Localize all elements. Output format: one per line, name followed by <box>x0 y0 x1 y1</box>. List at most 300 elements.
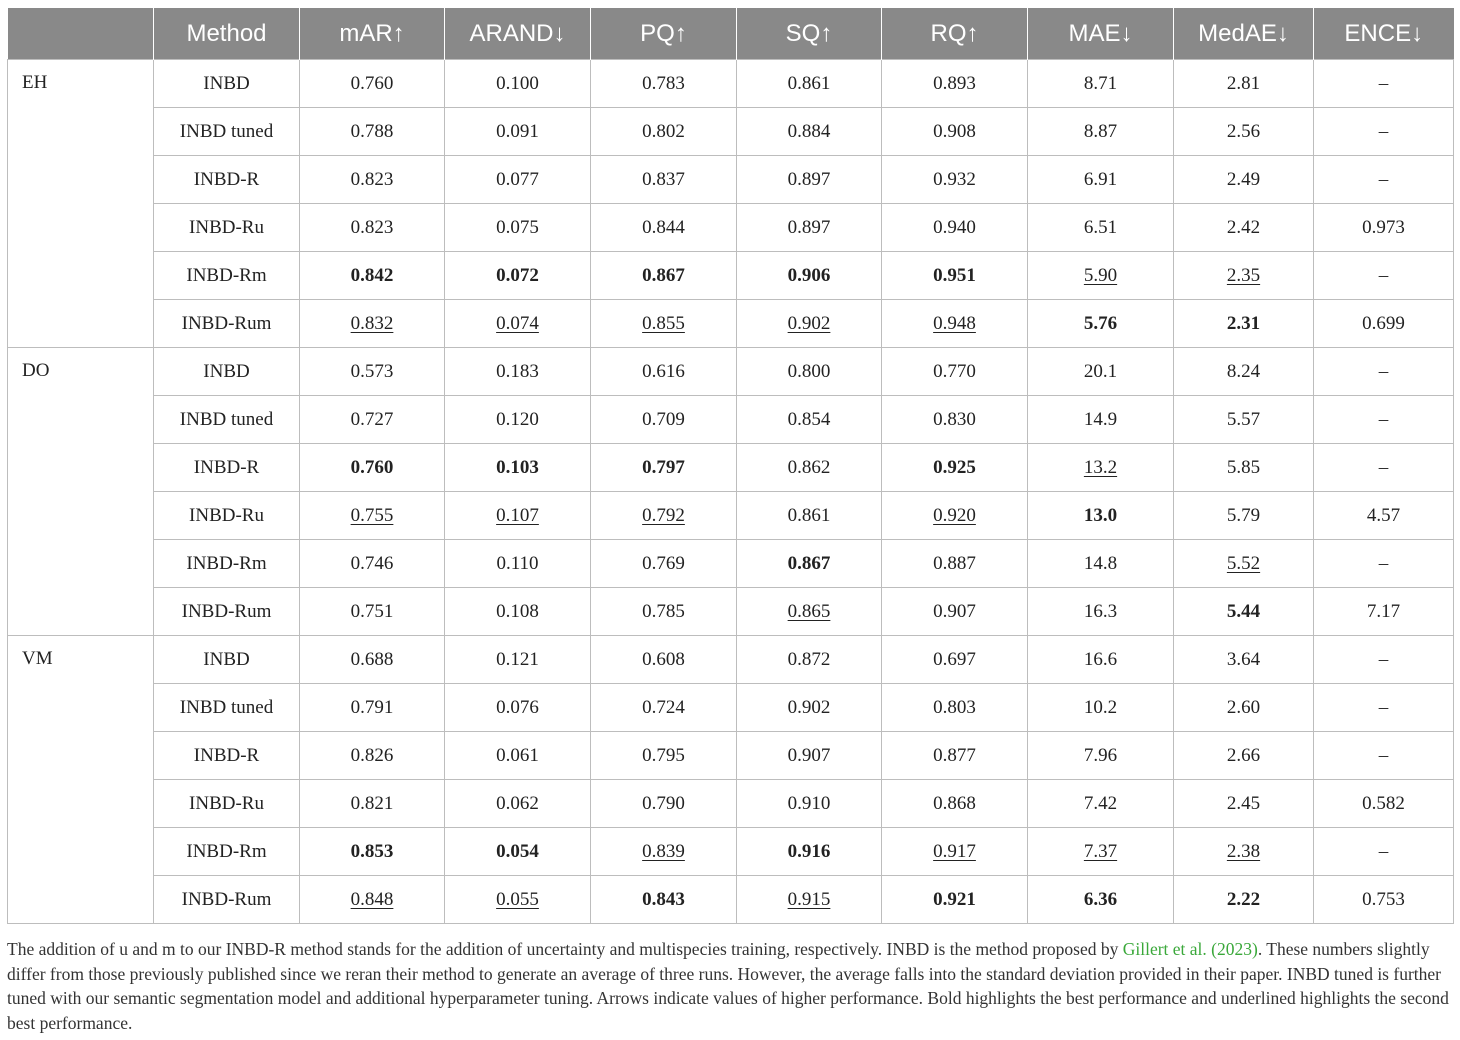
value-text: 0.921 <box>933 888 976 910</box>
table-row <box>8 636 1454 684</box>
value-text: 0.853 <box>350 840 394 862</box>
value-cell-mae <box>1028 684 1174 732</box>
header-cell-medae: MedAE↓ <box>1174 8 1314 60</box>
value-cell-pq <box>591 156 737 204</box>
value-cell-medae <box>1174 204 1314 252</box>
table-row <box>8 828 1454 876</box>
value-cell-arand <box>445 540 591 588</box>
value-cell-ence <box>1314 204 1454 252</box>
value-text: 5.57 <box>1226 408 1261 430</box>
value-cell-mar <box>300 732 445 780</box>
value-cell-rq <box>882 252 1028 300</box>
value-cell-pq <box>591 828 737 876</box>
value-cell-mar <box>300 636 445 684</box>
value-text: 0.826 <box>350 744 394 766</box>
method-cell: INBD-R <box>154 444 300 492</box>
value-text: 0.760 <box>350 72 394 94</box>
method-cell: INBD-Rm <box>154 540 300 588</box>
method-cell: INBD-Rum <box>154 588 300 636</box>
value-cell-medae <box>1174 540 1314 588</box>
value-cell-sq <box>737 540 882 588</box>
value-cell-medae <box>1174 732 1314 780</box>
method-cell: INBD-R <box>154 156 300 204</box>
value-text: – <box>1378 264 1389 286</box>
table-row <box>8 540 1454 588</box>
value-cell-mae <box>1028 204 1174 252</box>
value-cell-mar <box>300 492 445 540</box>
value-text: 10.2 <box>1083 696 1118 718</box>
method-cell: INBD tuned <box>154 684 300 732</box>
value-cell-ence <box>1314 828 1454 876</box>
value-cell-pq <box>591 732 737 780</box>
value-text: 7.96 <box>1083 744 1118 766</box>
value-text: 0.884 <box>787 120 831 142</box>
value-text: 2.81 <box>1226 72 1261 94</box>
value-cell-arand <box>445 348 591 396</box>
value-cell-rq <box>882 492 1028 540</box>
value-cell-sq <box>737 252 882 300</box>
value-text: – <box>1378 648 1389 670</box>
method-cell: INBD <box>154 60 300 108</box>
value-text: 2.35 <box>1226 264 1261 286</box>
method-cell: INBD <box>154 636 300 684</box>
value-text: 0.746 <box>350 552 394 574</box>
value-cell-mar <box>300 156 445 204</box>
value-cell-rq <box>882 108 1028 156</box>
value-text: 0.803 <box>933 696 976 718</box>
value-cell-pq <box>591 588 737 636</box>
value-text: 5.79 <box>1226 504 1261 526</box>
method-cell: INBD-Rum <box>154 876 300 924</box>
value-cell-arand <box>445 588 591 636</box>
value-cell-sq <box>737 876 882 924</box>
value-text: 0.843 <box>642 888 685 910</box>
value-text: 8.87 <box>1083 120 1118 142</box>
value-text: 0.769 <box>642 552 685 574</box>
value-cell-ence <box>1314 108 1454 156</box>
header-cell-method: Method <box>154 8 300 60</box>
header-cell-mae: MAE↓ <box>1028 8 1174 60</box>
value-text: – <box>1378 360 1389 382</box>
value-text: 0.973 <box>1362 216 1405 238</box>
value-text: 0.791 <box>350 696 394 718</box>
value-cell-mae <box>1028 60 1174 108</box>
value-text: 0.573 <box>350 360 394 382</box>
value-text: 8.24 <box>1226 360 1261 382</box>
value-cell-medae <box>1174 300 1314 348</box>
value-text: 5.90 <box>1083 264 1118 286</box>
value-text: 7.42 <box>1083 792 1118 814</box>
value-cell-mae <box>1028 396 1174 444</box>
method-cell: INBD-Rm <box>154 828 300 876</box>
value-text: 16.6 <box>1083 648 1118 670</box>
header-row <box>8 8 1454 60</box>
value-text: 0.868 <box>933 792 976 814</box>
value-cell-arand <box>445 684 591 732</box>
value-text: 0.800 <box>787 360 831 382</box>
value-text: 0.861 <box>787 504 831 526</box>
value-cell-sq <box>737 348 882 396</box>
value-text: 0.887 <box>933 552 976 574</box>
method-cell: INBD-Rum <box>154 300 300 348</box>
value-text: 16.3 <box>1083 600 1118 622</box>
table-row <box>8 780 1454 828</box>
value-cell-ence <box>1314 732 1454 780</box>
value-text: 2.56 <box>1226 120 1261 142</box>
value-cell-mar <box>300 588 445 636</box>
value-cell-rq <box>882 204 1028 252</box>
method-cell: INBD-Ru <box>154 204 300 252</box>
value-cell-mar <box>300 60 445 108</box>
value-text: 0.897 <box>787 168 831 190</box>
value-text: 0.865 <box>787 600 831 622</box>
value-cell-medae <box>1174 876 1314 924</box>
value-text: 2.60 <box>1226 696 1261 718</box>
value-text: 5.52 <box>1226 552 1261 574</box>
value-cell-arand <box>445 828 591 876</box>
value-text: 0.907 <box>933 600 976 622</box>
value-text: 0.797 <box>642 456 685 478</box>
value-text: 0.062 <box>496 792 539 814</box>
value-text: 0.100 <box>496 72 539 94</box>
value-text: 0.842 <box>350 264 394 286</box>
value-cell-pq <box>591 204 737 252</box>
value-text: 20.1 <box>1083 360 1118 382</box>
value-cell-arand <box>445 396 591 444</box>
value-text: 0.844 <box>642 216 685 238</box>
value-cell-pq <box>591 108 737 156</box>
value-cell-medae <box>1174 108 1314 156</box>
value-cell-arand <box>445 444 591 492</box>
value-text: 0.917 <box>933 840 976 862</box>
value-cell-ence <box>1314 636 1454 684</box>
value-cell-arand <box>445 732 591 780</box>
value-text: 0.907 <box>787 744 831 766</box>
table-row <box>8 108 1454 156</box>
value-cell-pq <box>591 348 737 396</box>
value-cell-arand <box>445 60 591 108</box>
value-text: 0.916 <box>787 840 831 862</box>
value-text: 0.183 <box>496 360 539 382</box>
value-text: 0.072 <box>496 264 539 286</box>
dataset-label: EH <box>8 60 154 348</box>
value-text: 0.925 <box>933 456 976 478</box>
value-text: 0.867 <box>787 552 831 574</box>
value-text: 0.054 <box>496 840 539 862</box>
method-cell: INBD tuned <box>154 108 300 156</box>
value-text: 0.906 <box>787 264 831 286</box>
value-text: 0.055 <box>496 888 539 910</box>
table-body <box>8 60 1454 924</box>
header-cell-ence: ENCE↓ <box>1314 8 1454 60</box>
value-cell-mar <box>300 204 445 252</box>
value-text: 3.64 <box>1226 648 1261 670</box>
value-text: 0.061 <box>496 744 539 766</box>
value-text: 8.71 <box>1083 72 1118 94</box>
value-text: 0.727 <box>350 408 394 430</box>
value-text: 0.877 <box>933 744 976 766</box>
table-row <box>8 732 1454 780</box>
value-cell-sq <box>737 108 882 156</box>
value-text: 0.823 <box>350 168 394 190</box>
value-text: 5.85 <box>1226 456 1261 478</box>
caption-text-start: The addition of u and m to our INBD-R method stands for the addition of uncertainty and multispecies training, respectively. INBD is the method proposed by <box>7 939 1123 959</box>
table-row <box>8 252 1454 300</box>
table-row <box>8 204 1454 252</box>
value-text: 0.910 <box>787 792 831 814</box>
value-text: 0.608 <box>642 648 685 670</box>
value-cell-sq <box>737 780 882 828</box>
value-text: 0.697 <box>933 648 976 670</box>
value-text: 6.36 <box>1083 888 1118 910</box>
value-text: 0.802 <box>642 120 685 142</box>
value-cell-arand <box>445 492 591 540</box>
value-cell-mar <box>300 348 445 396</box>
value-cell-rq <box>882 828 1028 876</box>
value-cell-sq <box>737 204 882 252</box>
value-text: 0.616 <box>642 360 685 382</box>
value-text: 0.755 <box>350 504 394 526</box>
value-cell-pq <box>591 684 737 732</box>
value-text: 2.49 <box>1226 168 1261 190</box>
value-text: 0.839 <box>642 840 685 862</box>
value-cell-medae <box>1174 156 1314 204</box>
value-cell-medae <box>1174 348 1314 396</box>
value-text: 0.940 <box>933 216 976 238</box>
value-cell-rq <box>882 732 1028 780</box>
value-text: 0.788 <box>350 120 394 142</box>
value-cell-sq <box>737 300 882 348</box>
value-cell-ence <box>1314 300 1454 348</box>
value-text: 0.932 <box>933 168 976 190</box>
value-text: 0.103 <box>496 456 539 478</box>
value-cell-arand <box>445 780 591 828</box>
value-cell-sq <box>737 828 882 876</box>
table-row <box>8 156 1454 204</box>
value-cell-pq <box>591 540 737 588</box>
table-header <box>8 8 1454 60</box>
value-text: 2.22 <box>1226 888 1261 910</box>
value-text: 0.688 <box>350 648 394 670</box>
value-text: 0.867 <box>642 264 685 286</box>
value-cell-rq <box>882 588 1028 636</box>
value-cell-ence <box>1314 60 1454 108</box>
value-cell-ence <box>1314 348 1454 396</box>
value-cell-rq <box>882 156 1028 204</box>
header-cell-mar: mAR↑ <box>300 8 445 60</box>
value-text: 6.91 <box>1083 168 1118 190</box>
value-cell-mar <box>300 684 445 732</box>
value-text: 0.821 <box>350 792 394 814</box>
table-caption <box>7 937 1455 1035</box>
value-cell-sq <box>737 636 882 684</box>
value-cell-mae <box>1028 876 1174 924</box>
value-text: 0.897 <box>787 216 831 238</box>
value-cell-mar <box>300 396 445 444</box>
value-cell-rq <box>882 348 1028 396</box>
header-cell-sq: SQ↑ <box>737 8 882 60</box>
value-text: 0.760 <box>350 456 394 478</box>
value-text: – <box>1378 552 1389 574</box>
value-cell-ence <box>1314 540 1454 588</box>
value-text: 0.893 <box>933 72 976 94</box>
value-cell-sq <box>737 444 882 492</box>
value-text: 0.861 <box>787 72 831 94</box>
value-text: 0.108 <box>496 600 539 622</box>
table-row <box>8 492 1454 540</box>
value-text: 4.57 <box>1366 504 1401 526</box>
citation-link[interactable]: Gillert et al. (2023) <box>1122 939 1258 959</box>
table-row <box>8 348 1454 396</box>
dataset-label: VM <box>8 636 154 924</box>
value-cell-sq <box>737 684 882 732</box>
value-cell-mar <box>300 780 445 828</box>
value-cell-arand <box>445 636 591 684</box>
value-text: – <box>1378 744 1389 766</box>
value-text: 0.709 <box>642 408 685 430</box>
value-text: 0.915 <box>787 888 831 910</box>
value-text: 0.792 <box>642 504 685 526</box>
method-cell: INBD-Rm <box>154 252 300 300</box>
value-cell-mae <box>1028 156 1174 204</box>
value-cell-arand <box>445 252 591 300</box>
method-cell: INBD <box>154 348 300 396</box>
value-cell-ence <box>1314 876 1454 924</box>
value-cell-mar <box>300 876 445 924</box>
value-cell-mar <box>300 108 445 156</box>
value-cell-pq <box>591 396 737 444</box>
value-text: 0.077 <box>496 168 539 190</box>
value-cell-arand <box>445 876 591 924</box>
value-cell-ence <box>1314 396 1454 444</box>
value-text: 5.44 <box>1226 600 1261 622</box>
value-text: 0.110 <box>496 552 539 574</box>
value-cell-mar <box>300 252 445 300</box>
value-cell-mae <box>1028 444 1174 492</box>
value-text: 0.699 <box>1362 312 1405 334</box>
value-cell-mar <box>300 540 445 588</box>
value-cell-mae <box>1028 300 1174 348</box>
value-text: 2.38 <box>1226 840 1261 862</box>
method-cell: INBD-Ru <box>154 492 300 540</box>
value-text: 13.2 <box>1083 456 1118 478</box>
value-cell-pq <box>591 636 737 684</box>
value-cell-medae <box>1174 828 1314 876</box>
value-text: 7.37 <box>1083 840 1118 862</box>
value-text: 0.770 <box>933 360 976 382</box>
table-row <box>8 60 1454 108</box>
value-cell-ence <box>1314 684 1454 732</box>
results-table <box>7 8 1454 924</box>
value-cell-mar <box>300 300 445 348</box>
value-cell-rq <box>882 876 1028 924</box>
value-text: 0.862 <box>787 456 831 478</box>
value-cell-ence <box>1314 156 1454 204</box>
value-cell-mar <box>300 444 445 492</box>
value-text: 0.832 <box>350 312 394 334</box>
value-text: 0.076 <box>496 696 539 718</box>
value-text: – <box>1378 120 1389 142</box>
value-text: 14.8 <box>1083 552 1118 574</box>
value-text: 0.120 <box>496 408 539 430</box>
value-cell-sq <box>737 396 882 444</box>
value-text: 13.0 <box>1083 504 1118 526</box>
value-text: 0.872 <box>787 648 831 670</box>
value-cell-mae <box>1028 780 1174 828</box>
value-cell-ence <box>1314 492 1454 540</box>
value-cell-pq <box>591 444 737 492</box>
value-cell-ence <box>1314 780 1454 828</box>
value-text: 0.837 <box>642 168 685 190</box>
value-cell-mae <box>1028 252 1174 300</box>
value-text: 2.45 <box>1226 792 1261 814</box>
value-cell-pq <box>591 780 737 828</box>
caption-text-end: . These numbers slightly differ from those previously published since we reran their method to generate an average of three runs. However, the average falls into the standard deviation provided in their paper. INBD tuned is further tuned with our semantic segmentation model and additional hyperparameter tuning. Arrows indicate values of higher performance. Bold highlights the best performance and underlined highlights the second best performance. <box>7 939 1449 1033</box>
value-cell-mae <box>1028 588 1174 636</box>
value-cell-rq <box>882 396 1028 444</box>
value-cell-rq <box>882 684 1028 732</box>
value-cell-medae <box>1174 684 1314 732</box>
header-cell-pq: PQ↑ <box>591 8 737 60</box>
header-cell-arand: ARAND↓ <box>445 8 591 60</box>
value-text: 0.920 <box>933 504 976 526</box>
value-cell-medae <box>1174 588 1314 636</box>
value-cell-mae <box>1028 348 1174 396</box>
value-cell-rq <box>882 540 1028 588</box>
value-text: 2.66 <box>1226 744 1261 766</box>
value-cell-arand <box>445 300 591 348</box>
value-cell-sq <box>737 492 882 540</box>
method-cell: INBD-Ru <box>154 780 300 828</box>
value-text: 2.42 <box>1226 216 1261 238</box>
value-cell-mae <box>1028 540 1174 588</box>
value-text: 0.902 <box>787 312 831 334</box>
value-text: 0.902 <box>787 696 831 718</box>
value-text: – <box>1378 72 1389 94</box>
value-cell-arand <box>445 108 591 156</box>
value-cell-mae <box>1028 732 1174 780</box>
results-table-container <box>7 8 1453 924</box>
value-cell-medae <box>1174 780 1314 828</box>
value-text: 0.753 <box>1362 888 1405 910</box>
value-cell-ence <box>1314 444 1454 492</box>
value-text: 0.823 <box>350 216 394 238</box>
value-text: 0.854 <box>787 408 831 430</box>
value-text: 0.830 <box>933 408 976 430</box>
value-cell-mae <box>1028 828 1174 876</box>
value-text: 0.582 <box>1362 792 1405 814</box>
table-row <box>8 444 1454 492</box>
value-text: 0.790 <box>642 792 685 814</box>
value-cell-pq <box>591 252 737 300</box>
value-cell-rq <box>882 444 1028 492</box>
value-text: 0.848 <box>350 888 394 910</box>
value-cell-sq <box>737 156 882 204</box>
value-text: 14.9 <box>1083 408 1118 430</box>
method-cell: INBD-R <box>154 732 300 780</box>
value-cell-rq <box>882 636 1028 684</box>
value-cell-mae <box>1028 108 1174 156</box>
value-cell-mae <box>1028 636 1174 684</box>
value-cell-rq <box>882 60 1028 108</box>
value-cell-medae <box>1174 492 1314 540</box>
value-text: 0.107 <box>496 504 539 526</box>
value-cell-mar <box>300 828 445 876</box>
value-text: – <box>1378 408 1389 430</box>
method-cell: INBD tuned <box>154 396 300 444</box>
value-cell-medae <box>1174 396 1314 444</box>
value-text: 0.948 <box>933 312 976 334</box>
